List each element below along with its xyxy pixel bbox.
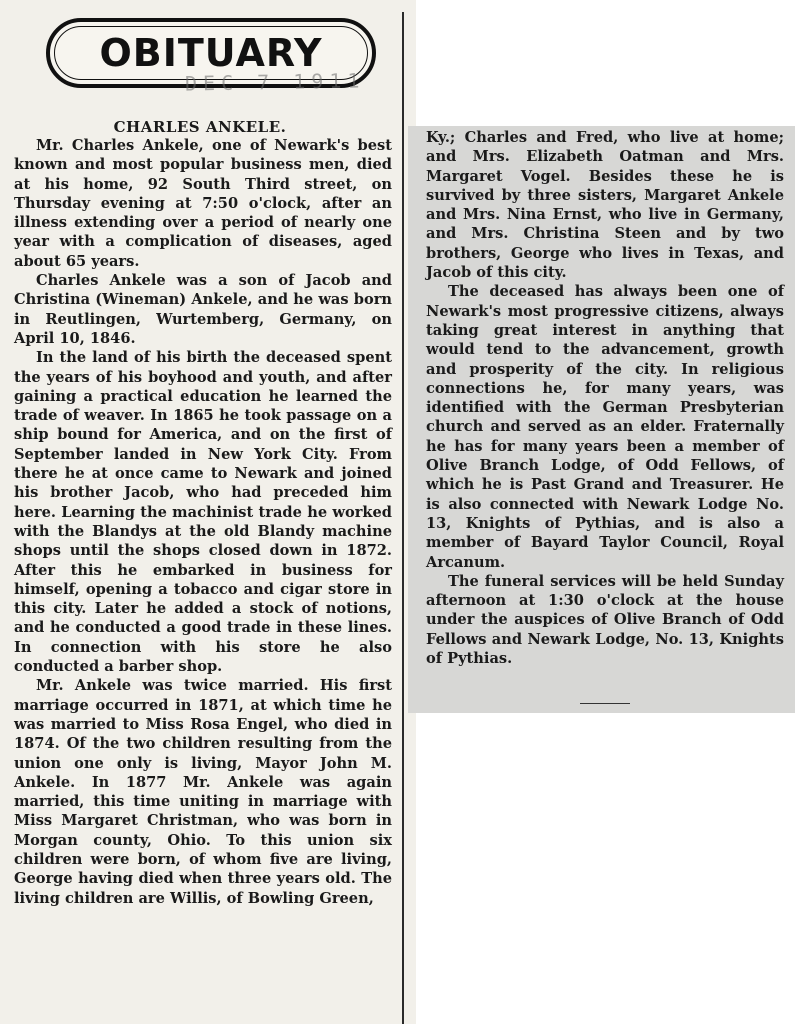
article-headline: CHARLES ANKELE. [113,118,287,136]
paragraph: Ky.; Charles and Fred, who live at home; and Mrs. Elizabeth Oatman and Mrs. Margaret Vogel. Besides these he is survived by three sisters, Margaret Ankele and Mrs. Nina Ernst, who live in Germany, and Mrs. Christina Steen and by two brothers, George who lives in Texas, and Jacob of this city. [426,129,784,282]
paragraph: The funeral services will be held Sunday afternoon at 1:30 o'clock at the house under the auspices of Olive Branch of Odd Fellows and Newark Lodge, No. 13, Knights of Pythias. [426,572,784,668]
paragraph: In the land of his birth the deceased spent the years of his boyhood and youth, and after gaining a practical education he learned the trade of weaver. In 1865 he took passage on a ship bound for America, and on the first of September landed in New York City. From there he at once came to Newark and joined his brother Jacob, who had preceded him here. Learning the machinist trade he worked with the Blandys at the old Blandy machine shops until the shops closed down in 1872. After this he embarked in business for himself, opening a tobacco and cigar store in this city. Later he added a stock of notions, and he conducted a good trade in these lines. In connection with his store he also conducted a barber shop. [14,349,392,676]
right-column-text [426,128,784,668]
paragraph: Mr. Charles Ankele, one of Newark's best known and most popular business men, died at his home, 92 South Third street, on Thursday evening at 7:50 o'clock, after an illness extending over a period of nearly one year with a complication of diseases, aged about 65 years. [14,137,392,270]
paragraph: Charles Ankele was a son of Jacob and Christina (Wineman) Ankele, and he was born in Reutlingen, Wurtemberg, Germany, on April 10, 1846. [14,272,392,347]
paragraph: The deceased has always been one of Newark's most progressive citizens, always taking great interest in anything that would tend to the advancement, growth and prosperity of the city. In religious connections he, for many years, was identified with the German Presbyterian church and served as an elder. Fraternally he has for many years been a member of Olive Branch Lodge, of Odd Fellows, of which he is Past Grand and Treasurer. He is also connected with Newark Lodge No. 13, Knights of Pythias, and is also a member of Bayard Taylor Council, Royal Arcanum. [426,283,784,571]
left-column-text [14,136,392,908]
date-stamp: DEC 7 1911 [184,68,366,96]
right-clipping [408,126,795,713]
obituary-title: OBITUARY [99,31,323,75]
end-rule [580,703,630,704]
paragraph: Mr. Ankele was twice married. His first marriage occurred in 1871, at which time he was married to Miss Rosa Engel, who died in 1874. Of the two children resulting from the union one only is living, Mayor John M. Ankele. In 1877 Mr. Ankele was again married, this time uniting in marriage with Miss Margaret Christman, who was born in Morgan county, Ohio. To this union six children were born, of whom five are living, George having died when three years old. The living children are Willis, of Bowling Green, [14,677,392,907]
